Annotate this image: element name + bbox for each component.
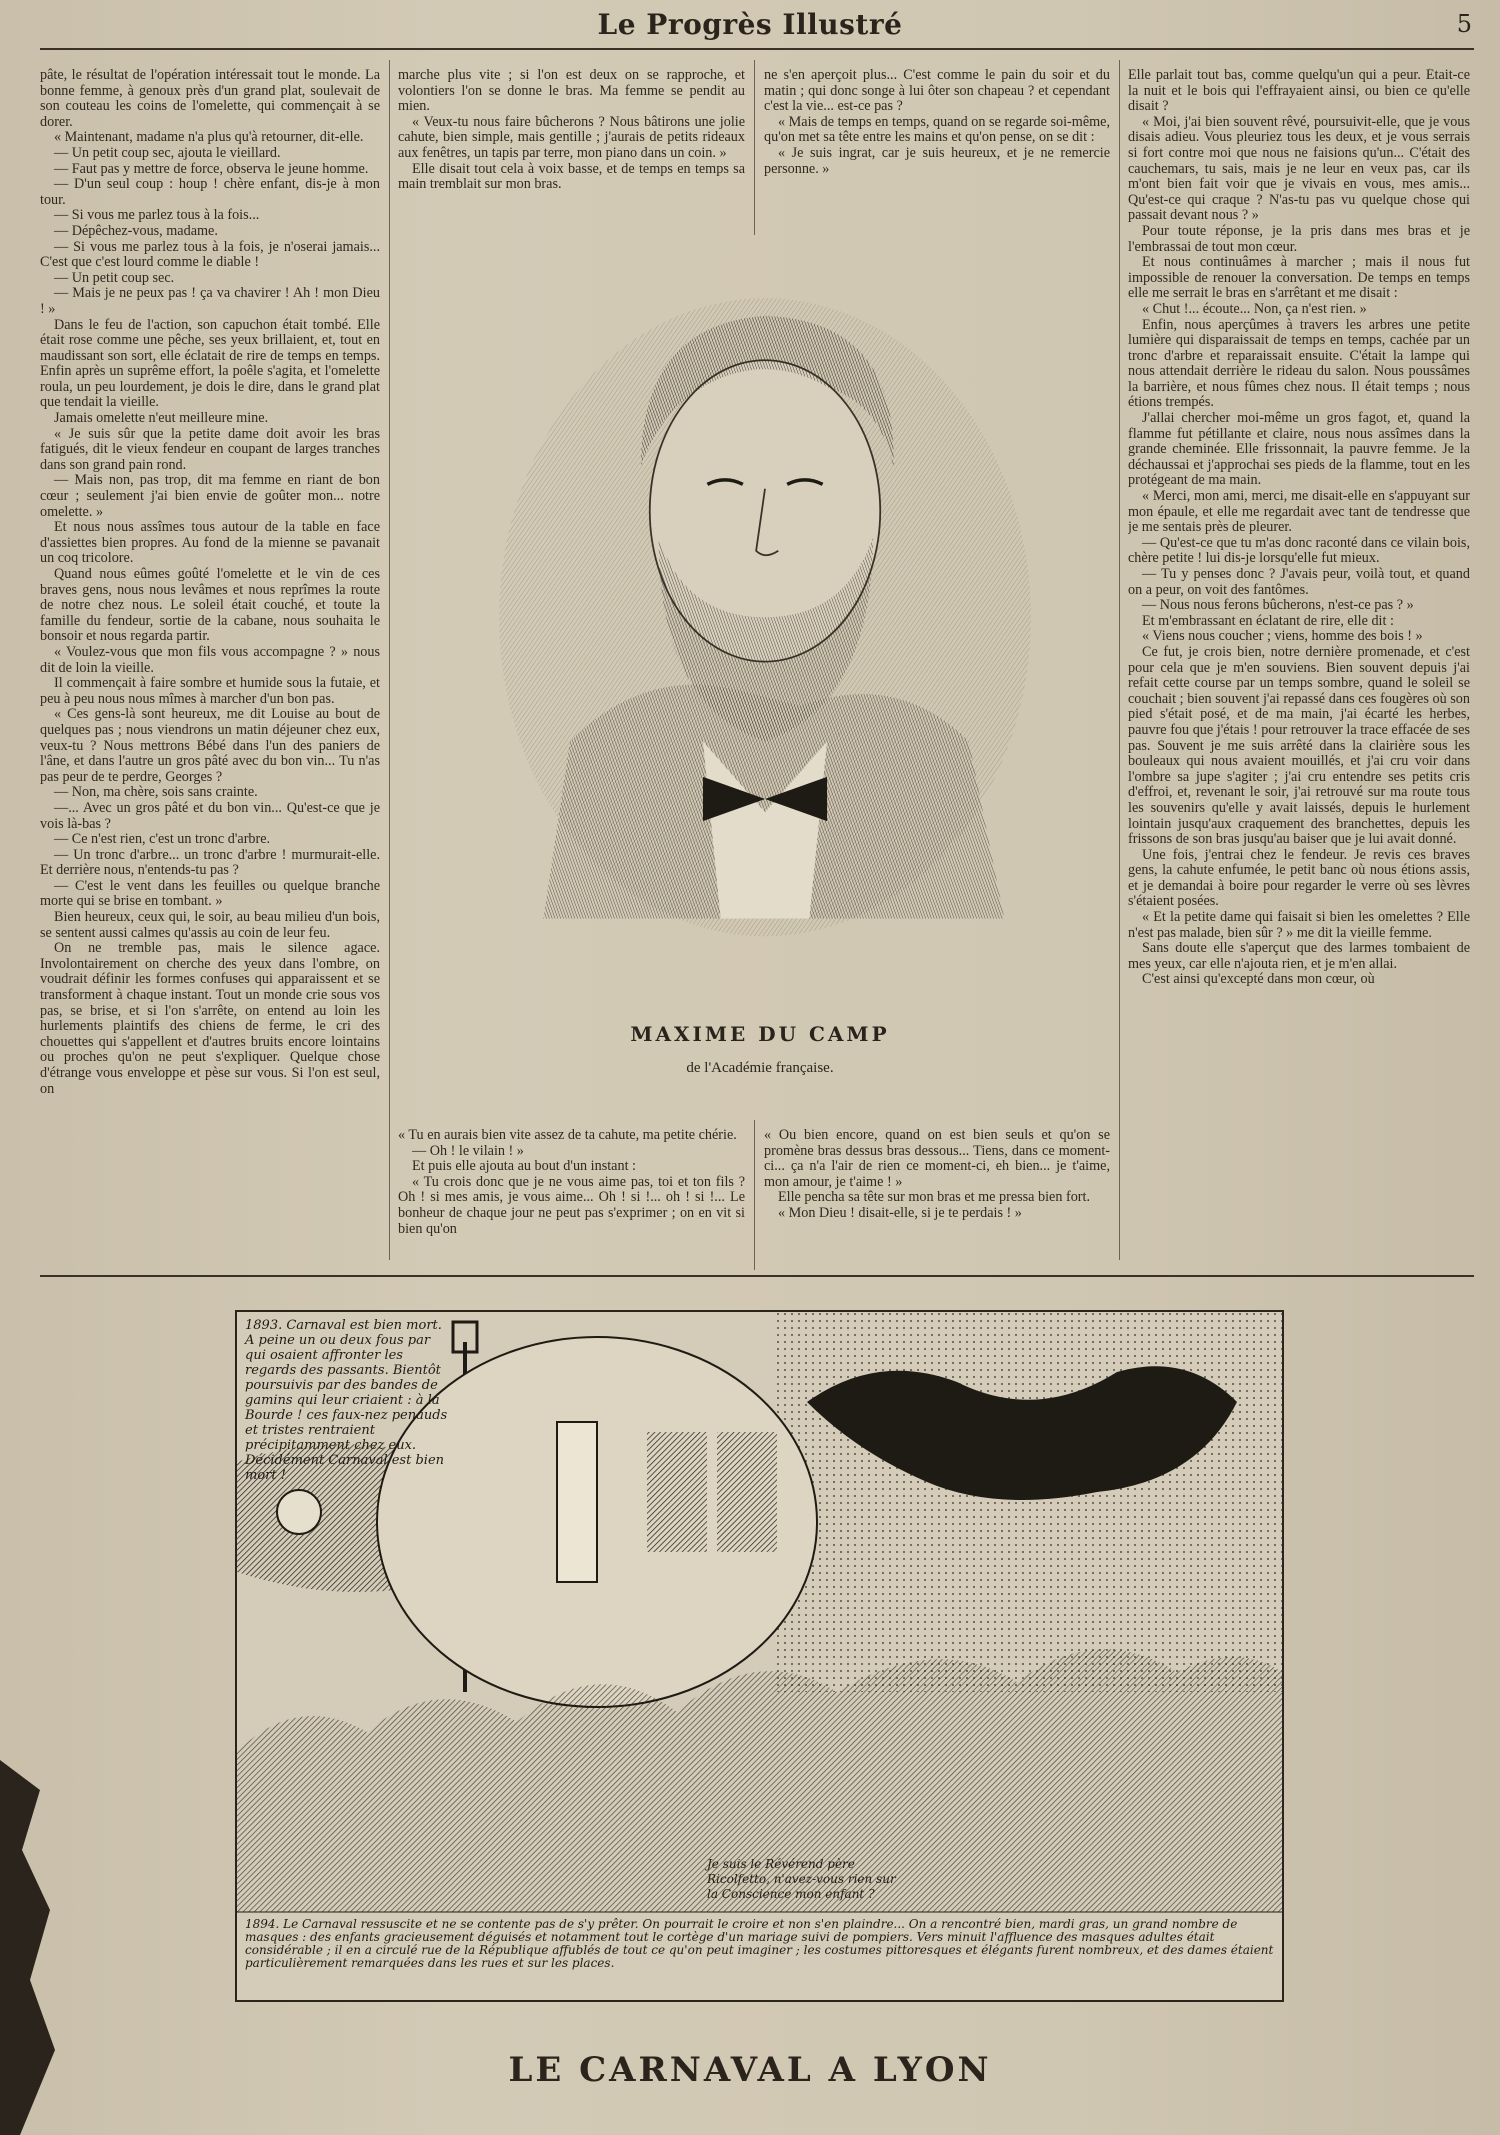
paragraph: « Moi, j'ai bien souvent rêvé, poursuivit-elle, que je vous disais adieu. Vous pleuriez tous les deux, et je vous serrais si fort contre moi que nous ne faisions qu'un... C'était des cauchemars, tu sais, mais je ne leur en veux pas, car ils m'ont bien fait voir que je vivais en vous, mes amis... Qu'est-ce qui craque ? N'as-tu pas vu quelque chose qui passait devant nous ? » [1128,113,1470,224]
paragraph: — Un tronc d'arbre... un tronc d'arbre ! murmurait-elle. Et derrière nous, n'entends-tu pas ? [40,846,380,879]
night-sky [777,1312,1282,1692]
paragraph: Ce fut, je crois bien, notre dernière promenade, et c'est pour cela que je m'en souviens. Bien souvent depuis j'ai refait cette course par un temps sombre, quand le soleil se couchait ; bien souvent j'ai repassé dans ces fougères où son pied s'était posé, et de ma main, j'ai écarté les herbes, pauvre fou que j'étais ! pour retrouver la trace effacée de ses pas. Souvent je me suis arrêté dans la clairière sous les bouleaux qui nous avaient mouillés, et j'ai cru voir dans l'ombre sa jupe s'agiter ; j'ai cru entendre ses petits cris d'effroi, et, revenant le soir, j'ai retrouvé sur ma route tous les souvenirs qu'elle y avait laissés, depuis le hurlement lointain jusqu'aux craquement des branchettes, depuis les frissons de son bras jusqu'au baiser que je lui avait donné. [1128,643,1470,848]
paragraph: — Ce n'est rien, c'est un tronc d'arbre. [54,831,271,848]
paragraph: Dans le feu de l'action, son capuchon était tombé. Elle était rose comme une pêche, ses yeux brillaient, et, tout en maudissant son sort, elle éclatait de rire de temps en temps. Enfin après un suprême effort, la poêle s'agita, et l'omelette roula, un peu lourdement, je dois le dire, dans le grand plat que tendait la vieille. [40,316,380,411]
paragraph: — Qu'est-ce que tu m'as donc raconté dans ce vilain bois, chère petite ! lui dis-je lorsqu'elle fut mieux. [1128,534,1470,567]
text-column-3-bottom [764,1128,1110,1270]
paragraph: — Mais je ne peux pas ! ça va chavirer ! Ah ! mon Dieu ! » [40,285,380,317]
paragraph: Elle disait tout cela à voix basse, et de temps en temps sa main tremblait sur mon bras. [398,160,745,193]
paragraph: — Si vous me parlez tous à la fois, je n'oserai jamais... C'est que c'est lourd comme le diable ! [40,238,380,271]
paragraph: Jamais omelette n'eut meilleure mine. [54,410,269,427]
paragraph: C'est ainsi qu'excepté dans mon cœur, où [1142,971,1375,988]
paragraph: Enfin, nous aperçûmes à travers les arbres une petite lumière qui disparaissait de temps en temps, cachée par un tronc d'arbre et reparaissait ensuite. C'était la lampe qui nous attendait derrière le rideau du salon. Nous poussâmes la barrière, et nous fûmes chez nous. Il était temps ; nous étions trempés. [1128,316,1470,411]
text-column-4 [1128,68,1470,1268]
paragraph: « Tu crois donc que je ne vous aime pas, toi et ton fils ? Oh ! si mes amis, je vous aime... Oh ! si !... oh ! si !... Le bonheur de chaque jour ne peut pas s'exprimer ; on en vit si bien qu'on [398,1173,745,1237]
moon [277,1490,321,1534]
paragraph: Et nous continuâmes à marcher ; mais il nous fut impossible de renouer la conversation. De temps en temps elle me serrait le bras en s'arrêtant et me disait : [1128,254,1470,302]
paragraph: J'allai chercher moi-même un gros fagot, et, quand la flamme fut pétillante et claire, nous nous assîmes dans la grande cheminée. Elle frissonnait, la pauvre femme. Je la déchaussai et j'approchai ses pieds de la flamme, tout en les protégeant de ma main. [1128,410,1470,489]
paragraph: Il commençait à faire sombre et humide sous la futaie, et peu à peu nous nous mîmes à marcher d'un bon pas. [40,675,380,707]
paragraph: « Je suis ingrat, car je suis heureux, et je ne remercie personne. » [764,144,1110,177]
paragraph: « Merci, mon ami, merci, me disait-elle en s'appuyant sur mon épaule, et elle me regardait avec tant de tendresse que je me sentais près de pleurer. [1128,488,1470,536]
paragraph: Une fois, j'entrai chez le fendeur. Je revis ces braves gens, la cahute enfumée, le petit banc où nous étions assis, et je demandai à boire pour regarder le verre où ses lèvres s'étaient posées. [1128,846,1470,910]
paragraph: — Faut pas y mettre de force, observa le jeune homme. [54,160,369,177]
masthead-rule [40,48,1474,50]
paragraph: On ne tremble pas, mais le silence agace. Involontairement on cherche des yeux dans l'ombre, on voudrait définir les formes confuses qui apparaissent et se transforment à chaque instant. Tout un monde crie sous vos pas, se brise, et si l'on s'arrête, on entend au loin les hurlements plaintifs des chiens de ferme, le cri des chouettes qui s'appellent et d'autres bruits encore lointains ou proches qu'on ne peut s'expliquer. Quelque chose d'étrange vous enveloppe et pèse sur vous. Si l'on est seul, on [40,940,380,1097]
paragraph: « Veux-tu nous faire bûcherons ? Nous bâtirons une jolie cahute, bien simple, mais gentille ; j'aurais de petits rideaux aux fenêtres, un tapis par terre, mon piano dans un coin. » [398,113,745,161]
paragraph: — Un petit coup sec, ajouta le vieillard. [54,144,281,161]
gendarme-2 [717,1432,777,1552]
paragraph: — Mais non, pas trop, dit ma femme en riant de bon cœur ; seulement j'ai bien envie de goûter mon... notre omelette. » [40,472,380,520]
paragraph: Et nous nous assîmes tous autour de la table en face d'assiettes bien propres. Au fond de la mienne se pavanait un coq tricolore. [40,519,380,567]
paragraph: Quand nous eûmes goûté l'omelette et le vin de ces braves gens, nous nous levâmes et nous reprîmes la route de notre chez nous. Le soleil était couché, et toute la famille du fendeur, sortie de la cabane, nous souhaita le bonsoir et nous regarda partir. [40,566,380,645]
paragraph: — Si vous me parlez tous à la fois... [54,207,260,224]
cartoon-note-1893: 1893. Carnaval est bien mort. A peine un ou deux fous par qui osaient affronter les regards des passants. Bientôt poursuivis par des bandes de gamins qui leur criaient : à la Bourde ! ces faux-nez penauds et tristes rentraient précipitamment chez eux. Décidément Carnaval est bien mort ! [245,1318,448,1483]
portrait-engraving [395,245,1135,1025]
paragraph: — Tu y penses donc ? J'avais peur, voilà tout, et quand on a peur, on voit des fantômes. [1128,566,1470,598]
paragraph: Et m'embrassant en éclatant de rire, elle dit : [1142,612,1394,629]
portrait-subcaption: de l'Académie française. [686,1060,834,1076]
paragraph: — D'un seul coup : houp ! chère enfant, dis-je à mon tour. [40,176,380,208]
masthead [0,6,1500,46]
paragraph: « Viens nous coucher ; viens, homme des bois ! » [1142,628,1423,645]
column-divider [754,1120,755,1270]
carnival-illustration [235,1310,1284,2002]
paragraph: — Un petit coup sec. [54,269,175,286]
paragraph: « Ces gens-là sont heureux, me dit Louise au bout de quelques pas ; nous viendrons un matin déjeuner chez eux, veux-tu ? Nous mettrons Bébé dans l'un des paniers de l'âne, et dans l'autre un gros pâté avec du bon vin... Tu n'as pas peur de te perdre, Georges ? [40,706,380,785]
paragraph: Et puis elle ajouta au bout d'un instant : [412,1158,637,1175]
portrait-caption: MAXIME DU CAMP [630,1022,890,1046]
paragraph: — Oh ! le vilain ! » [412,1142,524,1159]
paragraph: Elle pencha sa tête sur mon bras et me pressa bien fort. [778,1189,1091,1206]
illustration-title: LE CARNAVAL A LYON [508,2050,992,2090]
column-divider [754,60,755,235]
cartoon-speech: Je suis le Révérend père Ricolfetto, n'avez-vous rien sur la Conscience mon enfant ? [707,1857,896,1901]
paragraph: « Tu en aurais bien vite assez de ta cahute, ma petite chérie. [398,1128,737,1143]
paragraph: ne s'en aperçoit plus... C'est comme le pain du soir et du matin ; qui donc songe à lui ôter son chapeau ? et cependant c'est la vie... est-ce pas ? [764,68,1110,115]
paragraph: — Non, ma chère, sois sans crainte. [54,784,258,801]
paragraph: pâte, le résultat de l'opération intéressait tout le monde. La bonne femme, à genoux près d'un grand plat, soulevait de son couteau les coins de l'omelette, qui commençait à se dorer. [40,68,380,130]
paragraph: Pour toute réponse, je la pris dans mes bras et je l'embrassai de tout mon cœur. [1128,222,1470,255]
paragraph: « Mon Dieu ! disait-elle, si je te perdais ! » [778,1204,1022,1221]
paragraph: Bien heureux, ceux qui, le soir, au beau milieu d'un bois, se sentent aussi calmes qu'assis au coin de leur feu. [40,909,380,941]
paragraph: —... Avec un gros pâté et du bon vin... Qu'est-ce que je vois là-bas ? [40,799,380,832]
cartoon-note-1894: 1894. Le Carnaval ressuscite et ne se contente pas de s'y prêter. On pourrait le croire et non s'en plaindre... On a rencontré bien, mardi gras, un grand nombre de masques : des enfants gracieusement déguisés et notamment tout le cortège d'un mariage suivi de pompiers. Vers minuit l'affluence des masques adultes était considérable ; il en a circulé rue de la République affublés de tout ce qu'on peut imaginer ; les costumes pittoresques et élégants furent nombreux, et des dames étaient particulièrement remarquées dans les rues et sur les places. [245,1917,1274,1970]
text-column-3-top [764,68,1110,218]
paragraph: « Je suis sûr que la petite dame doit avoir les bras fatigués, dit le vieux fendeur en coupant de larges tranches dans son grand pain rond. [40,425,380,473]
section-rule [40,1275,1474,1277]
page-tear [0,1760,60,2135]
paragraph: « Voulez-vous que mon fils vous accompagne ? » nous dit de loin la vieille. [40,643,380,676]
paragraph: — Nous nous ferons bûcherons, n'est-ce pas ? » [1142,597,1414,614]
text-column-2-top [398,68,745,218]
paragraph: marche plus vite ; si l'on est deux on se rapproche, et volontiers l'on se donne le bras. Ma femme se pendit au mien. [398,68,745,115]
page-number: 5 [1456,10,1472,38]
paragraph: « Chut !... écoute... Non, ça n'est rien. » [1142,300,1367,317]
paragraph: « Mais de temps en temps, quand on se regarde soi-même, qu'on met sa tête entre les mains et qu'on pense, on se dit : [764,113,1110,146]
paragraph: « Ou bien encore, quand on est bien seuls et qu'on se promène bras dessus bras dessous... Tiens, dans ce moment-ci... ça n'a l'air de rien ce moment-ci, eh bien... je t'aime, mon amour, je t'aime ! » [764,1128,1110,1190]
paragraph: Elle parlait tout bas, comme quelqu'un qui a peur. Était-ce la nuit et le bois qui l'effrayaient ainsi, ou bien ce qu'elle disait ? [1128,68,1470,115]
paragraph: « Maintenant, madame n'a plus qu'à retourner, dit-elle. [54,129,364,146]
gendarme-1 [647,1432,707,1552]
figure-tall [557,1422,597,1582]
paragraph: Sans doute elle s'aperçut que des larmes tombaient de mes yeux, car elle n'ajouta rien, et je m'en allai. [1128,940,1470,972]
text-column-2-bottom [398,1128,745,1270]
text-column-1 [40,68,380,1268]
paragraph: — Dépêchez-vous, madame. [54,222,218,239]
paragraph: — C'est le vent dans les feuilles ou quelque branche morte qui se brise en tombant. » [40,877,380,910]
paragraph: « Et la petite dame qui faisait si bien les omelettes ? Elle n'est pas malade, bien sûr ? » me dit la vieille femme. [1128,909,1470,941]
column-divider [389,60,390,1260]
masthead-title: Le Progrès Illustré [597,8,903,41]
